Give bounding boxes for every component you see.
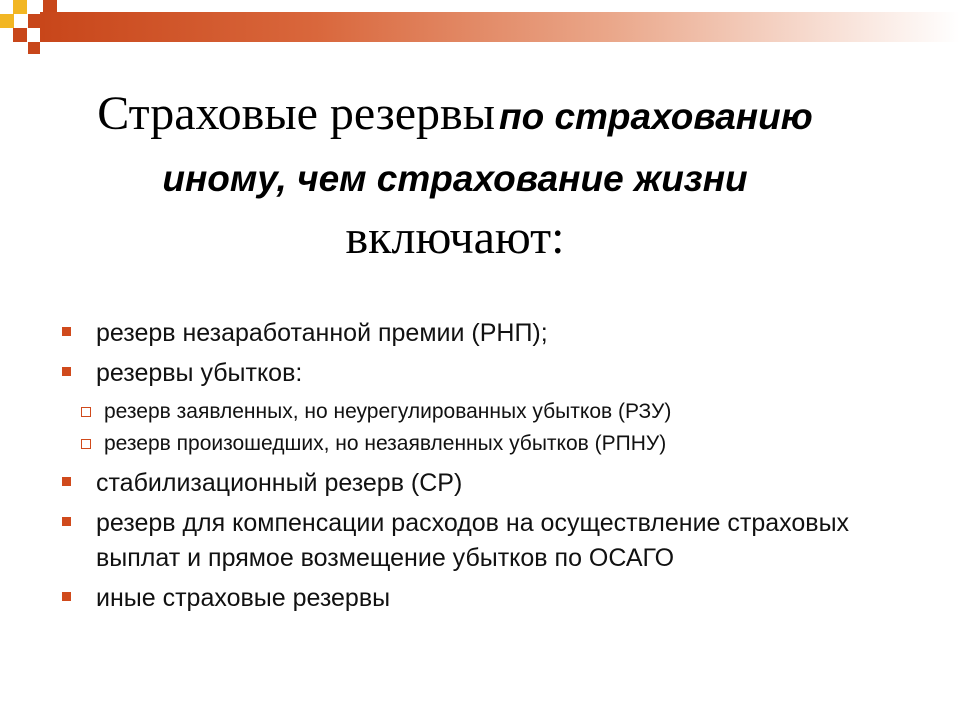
sub-bullet-item: резерв произошедших, но незаявленных убытков (РПНУ) bbox=[62, 428, 922, 460]
decor-square bbox=[28, 14, 40, 28]
title-line-2 bbox=[30, 150, 880, 208]
title-part-3: иному, чем страхование жизни bbox=[162, 158, 748, 199]
decor-square bbox=[0, 14, 14, 28]
title-line-1 bbox=[30, 78, 880, 150]
slide-title bbox=[30, 78, 880, 268]
title-part-2: по страхованию bbox=[498, 96, 813, 137]
decor-square bbox=[13, 28, 27, 42]
bullet-item: стабилизационный резерв (СР) bbox=[62, 466, 922, 501]
bullet-item: резерв незаработанной премии (РНП); bbox=[62, 316, 922, 351]
title-part-4: включают: bbox=[345, 211, 565, 264]
header-gradient-bar bbox=[40, 12, 960, 42]
bullet-text: резервы убытков: bbox=[96, 359, 303, 387]
bullet-list bbox=[62, 316, 922, 621]
decor-square bbox=[13, 0, 27, 14]
title-part-1: Страховые резервы bbox=[97, 87, 495, 140]
decor-square bbox=[28, 42, 40, 54]
bullet-item: резерв для компенсации расходов на осуществление страховых выплат и прямое возмещение убытков по ОСАГО bbox=[62, 506, 922, 576]
bullet-item-with-sublist bbox=[62, 356, 922, 391]
bullet-item: иные страховые резервы bbox=[62, 581, 922, 616]
title-line-3 bbox=[30, 208, 880, 268]
sublist-container bbox=[62, 396, 922, 460]
sub-bullet-list bbox=[62, 396, 922, 460]
sub-bullet-item: резерв заявленных, но неурегулированных убытков (РЗУ) bbox=[62, 396, 922, 428]
